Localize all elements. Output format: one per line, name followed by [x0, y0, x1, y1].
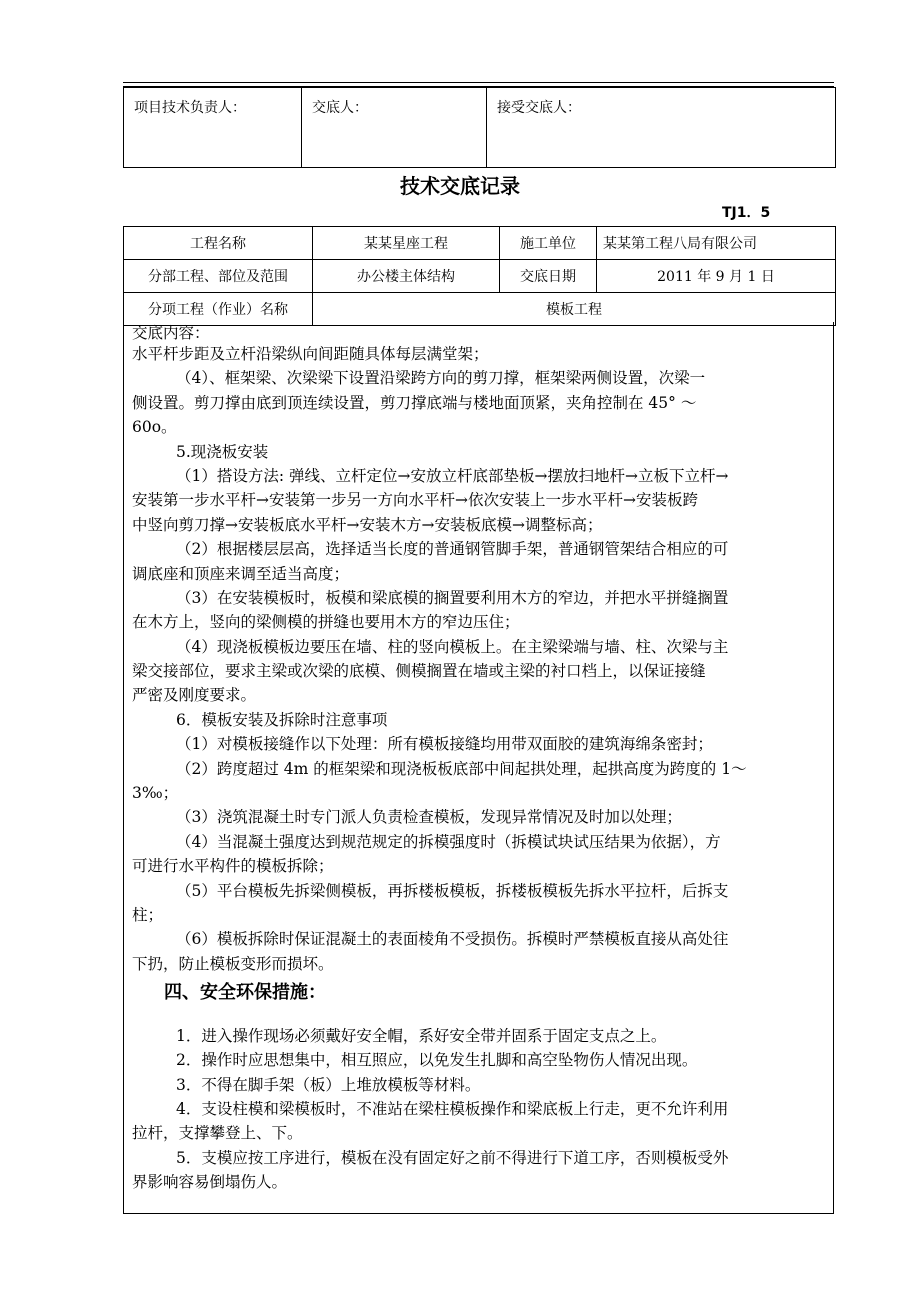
- content-line: 柱；: [132, 906, 164, 924]
- project-name-label: 工程名称: [124, 227, 313, 260]
- safety-line: 拉杆，支撑攀登上、下。: [132, 1124, 303, 1142]
- document-code: TJ1．5: [722, 205, 771, 221]
- safety-line: 2．操作时应思想集中，相互照应，以免发生扎脚和高空坠物伤人情况出现。: [176, 1051, 698, 1069]
- content-line: 侧设置。剪刀撑由底到顶连续设置，剪刀撑底端与楼地面顶紧，夹角控制在 45° ～: [132, 394, 697, 412]
- content-line: 严密及刚度要求。: [132, 686, 257, 704]
- signature-table: [123, 87, 836, 168]
- content-line: 下扔，防止模板变形而损坏。: [132, 955, 334, 973]
- content-line: 梁交接部位，要求主梁或次梁的底模、侧模搁置在墙或主梁的衬口档上，以保证接缝: [132, 662, 706, 680]
- content-line: （2）根据楼层层高，选择适当长度的普通钢管脚手架，普通钢管架结合相应的可: [176, 540, 729, 558]
- subitem-value: 模板工程: [313, 293, 836, 326]
- content-line: 安装第一步水平杆→安装第一步另一方向水平杆→依次安装上一步水平杆→安装板跨: [132, 491, 698, 509]
- content-line: （3）浇筑混凝土时专门派人负责检查模板，发现异常情况及时加以处理；: [176, 808, 682, 826]
- subitem-label: 分项工程（作业）名称: [124, 293, 313, 326]
- content-line: （3）在安装模板时，板模和梁底模的搁置要利用木方的窄边，并把水平拼缝搁置: [176, 589, 729, 607]
- content-line: （4）现浇板模板边要压在墙、柱的竖向模板上。在主梁梁端与墙、柱、次梁与主: [176, 638, 729, 656]
- division-label: 分部工程、部位及范围: [124, 260, 313, 293]
- content-line: 中竖向剪刀撑→安装板底水平杆→安装木方→安装板底模→调整标高；: [132, 516, 603, 534]
- safety-line: 5．支模应按工序进行，模板在没有固定好之前不得进行下道工序，否则模板受外: [176, 1149, 729, 1167]
- content-line: 在木方上，竖向的梁侧模的拼缝也要用木方的窄边压住；: [132, 613, 520, 631]
- content-line: （1）搭设方法: 弹线、立杆定位→安放立杆底部垫板→摆放扫地杆→立板下立杆→: [176, 467, 729, 485]
- contractor-value: 某某第工程八局有限公司: [597, 227, 836, 260]
- safety-line: 3．不得在脚手架（板）上堆放模板等材料。: [176, 1076, 481, 1094]
- info-table: [123, 226, 836, 326]
- date-value: 2011 年 9 月 1 日: [597, 260, 836, 293]
- header-rule-top: [123, 82, 834, 83]
- division-value: 办公楼主体结构: [313, 260, 500, 293]
- safety-line: 4．支设柱模和梁模板时，不准站在梁柱模板操作和梁底板上行走，更不允许利用: [176, 1100, 729, 1118]
- content-line: （6）模板拆除时保证混凝土的表面棱角不受损伤。拆模时严禁模板直接从高处往: [176, 930, 729, 948]
- discloser-cell: 交底人：: [302, 88, 487, 168]
- content-line: 6．模板安装及拆除时注意事项: [176, 711, 388, 729]
- content-line: （4）、框架梁、次梁梁下设置沿梁跨方向的剪刀撑，框架梁两侧设置，次梁一: [176, 369, 706, 387]
- content-line: （1）对模板接缝作以下处理：所有模板接缝均用带双面胶的建筑海绵条密封；: [176, 735, 713, 753]
- content-header: 交底内容：: [132, 324, 210, 342]
- page-title: 技术交底记录: [400, 174, 520, 198]
- tech-lead-cell: 项目技术负责人：: [124, 88, 302, 168]
- date-label: 交底日期: [500, 260, 597, 293]
- content-line: 水平杆步距及立杆沿梁纵向间距随具体每层满堂架；: [132, 345, 489, 363]
- content-line: 5.现浇板安装: [176, 443, 269, 461]
- content-line: 60o。: [132, 418, 177, 436]
- content-line: 调底座和顶座来调至适当高度；: [132, 565, 350, 583]
- content-line: （2）跨度超过 4m 的框架梁和现浇板板底部中间起拱处理，起拱高度为跨度的 1～: [176, 760, 747, 778]
- content-line: 可进行水平构件的模板拆除；: [132, 857, 334, 875]
- contractor-label: 施工单位: [500, 227, 597, 260]
- project-name-value: 某某星座工程: [313, 227, 500, 260]
- safety-line: 1．进入操作现场必须戴好安全帽，系好安全带并固系于固定支点之上。: [176, 1027, 667, 1045]
- content-line: （4）当混凝土强度达到规范规定的拆模强度时（拆模试块试压结果为依据），方: [176, 833, 721, 851]
- safety-line: 界影响容易倒塌伤人。: [132, 1173, 288, 1191]
- section-heading: 四、安全环保措施：: [164, 982, 326, 1003]
- receiver-cell: 接受交底人：: [487, 88, 836, 168]
- content-box: [123, 322, 834, 1214]
- content-line: （5）平台模板先拆梁侧模板，再拆楼板模板，拆楼板模板先拆水平拉杆，后拆支: [176, 882, 729, 900]
- content-line: 3‰；: [132, 784, 179, 802]
